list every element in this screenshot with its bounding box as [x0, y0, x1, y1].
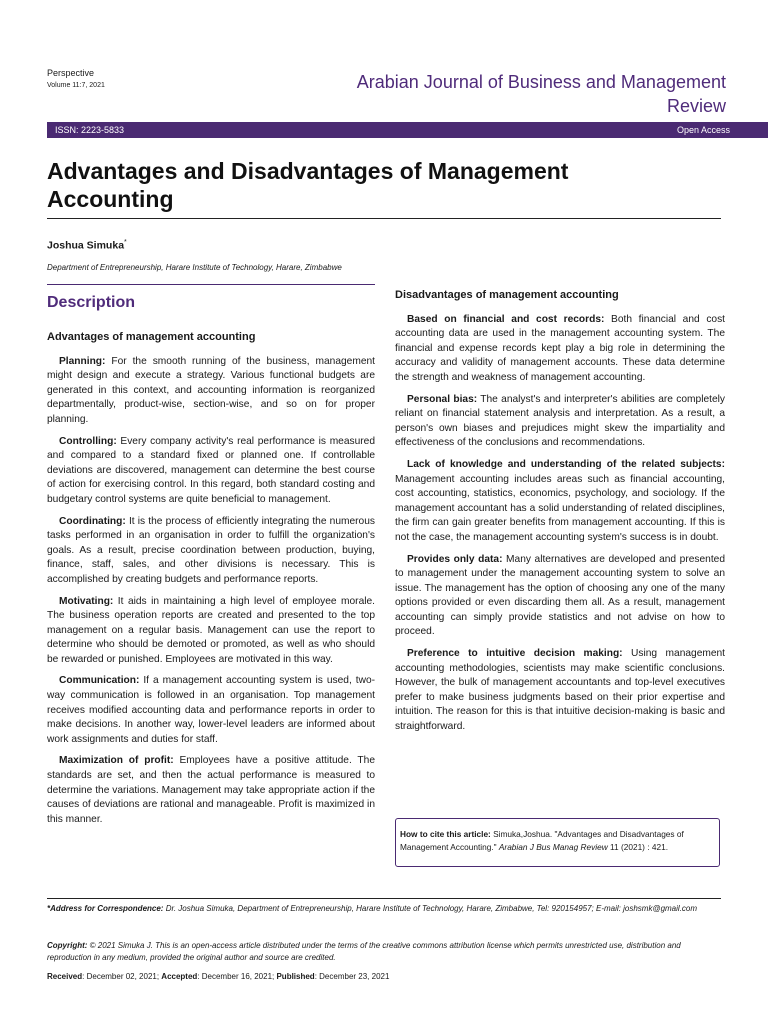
- disadvantages-column: [395, 288, 725, 742]
- correspondence-label: *Address for Correspondence:: [47, 904, 164, 913]
- disadvantage-paragraph: [395, 458, 725, 546]
- citation-box: [395, 818, 720, 867]
- advantage-paragraph: [47, 674, 375, 747]
- advantage-paragraph: [47, 435, 375, 508]
- advantage-term: Motivating:: [59, 595, 114, 607]
- advantage-term: Communication:: [59, 675, 140, 687]
- citation-label: How to cite this article:: [400, 829, 491, 839]
- author-name-text: Joshua Simuka: [47, 239, 125, 252]
- disadvantage-term: Preference to intuitive decision making:: [407, 648, 623, 660]
- citation-text: Simuka,Joshua. "Advantages and Disadvantages of Management Accounting.": [400, 829, 684, 852]
- title-divider: [47, 218, 721, 219]
- advantage-paragraph: [47, 515, 375, 588]
- dates-note: [47, 971, 727, 983]
- journal-title: Arabian Journal of Business and Management Review: [356, 72, 726, 116]
- received-date: : December 02, 2021;: [82, 972, 162, 981]
- copyright-label: Copyright:: [47, 941, 88, 950]
- copyright-note: [47, 940, 727, 964]
- disadvantage-term: Based on financial and cost records:: [407, 313, 605, 325]
- published-date: : December 23, 2021: [314, 972, 390, 981]
- author-name: [47, 239, 127, 252]
- disadvantage-text: Using management accounting methodologies, scientists may make scientific conclusions. However, the bulk of management accountants and top-level executives prefer to make business judgments based on their prior expertise and intuition. The reason for this is that intuitive decision-making is basic and straightforward.: [395, 648, 726, 733]
- advantages-column: [47, 330, 375, 834]
- description-heading: Description: [47, 294, 136, 311]
- accepted-date: : December 16, 2021;: [197, 972, 277, 981]
- article-type: Perspective: [47, 68, 95, 78]
- issn-label: ISSN: 2223-5833: [55, 125, 125, 135]
- disadvantage-paragraph: [395, 313, 725, 386]
- disadvantage-term: Provides only data:: [407, 553, 503, 565]
- received-label: Received: [47, 972, 83, 981]
- advantage-term: Planning:: [59, 355, 106, 367]
- disadvantage-text: Management accounting includes areas such as financial accounting, cost accounting, statistics, economics, psychology, and sociology. If the management accountant has a solid understanding of related disciplines, the firm can gain greater benefits from management accounting. If this is not the case, the management accounting system's success is in doubt.: [395, 473, 725, 543]
- accepted-label: Accepted: [161, 972, 198, 981]
- open-access-label: Open Access: [676, 125, 730, 135]
- disadvantage-paragraph: [395, 553, 725, 641]
- disadvantages-heading: Disadvantages of management accounting: [395, 289, 619, 301]
- disadvantages-list: [395, 313, 725, 735]
- citation-journal: Arabian J Bus Manag Review: [498, 842, 608, 852]
- advantage-text: It is the process of efficiently integrating the numerous tasks performed in an organisation in order to fulfill the organization's goals. As a result, precise coordination between production, buying, finance, staff, sales, and other divisions is necessary. This is accomplished by creating budgets and performance reports.: [47, 515, 375, 585]
- author-affiliation: Department of Entrepreneurship, Harare Institute of Technology, Harare, Zimbabwe: [47, 263, 342, 272]
- copyright-text: © 2021 Simuka J. This is an open-access article distributed under the terms of the creative commons attribution license which permits unrestricted use, distribution and reproduction in any medium, provided the original author and source are credited.: [47, 941, 681, 962]
- disadvantage-text: Both financial and cost accounting data are used in the management accounting system. The financial and expense records kept play a big role in determining the accuracy and validity of management accounts. These data determine the strength and weakness of management accounting.: [395, 313, 726, 383]
- advantage-term: Maximization of profit:: [59, 755, 174, 767]
- disadvantage-paragraph: [395, 647, 725, 735]
- advantage-text: Employees have a positive attitude. The standards are set, and then the actual performance is measured to determine the variations. Management may take appropriate action if the causes of deviations are rational and manageable. Profit is maximized in this manner.: [47, 755, 375, 825]
- citation-ref: 11 (2021) : 421.: [607, 842, 669, 852]
- correspondence-note: [47, 903, 727, 915]
- author-mark: *: [124, 239, 127, 246]
- issn-bar: [47, 122, 768, 138]
- published-label: Published: [276, 972, 315, 981]
- advantage-paragraph: [47, 355, 375, 428]
- disadvantage-text: Many alternatives are developed and presented to management under the management accounting system to solve an issue. The management has the option of choosing any one of the many options provided or even discarding them all. As a result, management accounting can simply provide statistics and not advise on how to proceed.: [395, 553, 725, 638]
- paper-title: Advantages and Disadvantages of Management Accounting: [47, 158, 569, 212]
- advantages-heading: Advantages of management accounting: [47, 331, 256, 343]
- advantage-term: Controlling:: [59, 435, 117, 447]
- disadvantage-term: Lack of knowledge and understanding of the related subjects:: [407, 458, 725, 470]
- advantage-text: It aids in maintaining a high level of employee morale. The business operation reports are created and presented to the top management on a regular basis. Management can use the report to determine who should be demoted or promoted, as well as who should be rewarded or punished. Employees are motivated in this way.: [47, 595, 375, 665]
- advantage-text: Every company activity's real performance is measured and compared to a standard fixed or planned one. If controllable deviations are discovered, management can determine the best course of action for exercising control. In this regard, both standard costing and budgetary control systems are quite beneficial to management.: [47, 435, 375, 505]
- volume-info: Volume 11:7, 2021: [47, 82, 105, 89]
- disadvantage-term: Personal bias:: [407, 393, 478, 405]
- affiliation-divider: [47, 284, 375, 285]
- advantage-paragraph: [47, 754, 375, 827]
- advantages-list: [47, 355, 375, 828]
- footer-divider: [47, 898, 721, 899]
- advantage-term: Coordinating:: [59, 515, 126, 527]
- disadvantage-paragraph: [395, 393, 725, 451]
- advantage-paragraph: [47, 595, 375, 668]
- disadvantage-text: The analyst's and interpreter's abilities are completely reliant on financial statement analysis and interpretation. As a result, a person's own biases and prejudices might skew the impartiality and effectiveness of the conclusions and recommendations.: [395, 393, 725, 449]
- correspondence-text: Dr. Joshua Simuka, Department of Entrepreneurship, Harare Institute of Technology, Harare, Zimbabwe, Tel: 920154957; E-mail: joshsmk@gmail.com: [163, 904, 698, 913]
- advantage-text: For the smooth running of the business, management might design and execute a strategy. Various functional budgets are generated in this context, and accounting information is reorganized departmentally, product-wise, section-wise, and so on for proper planning.: [47, 355, 375, 425]
- advantage-text: If a management accounting system is used, two-way communication is followed in an organisation. Top management receives modified accounting data and performance reports in order to make decisions. In another way, lower-level leaders are informed about work assignments and duties for staff.: [47, 675, 375, 745]
